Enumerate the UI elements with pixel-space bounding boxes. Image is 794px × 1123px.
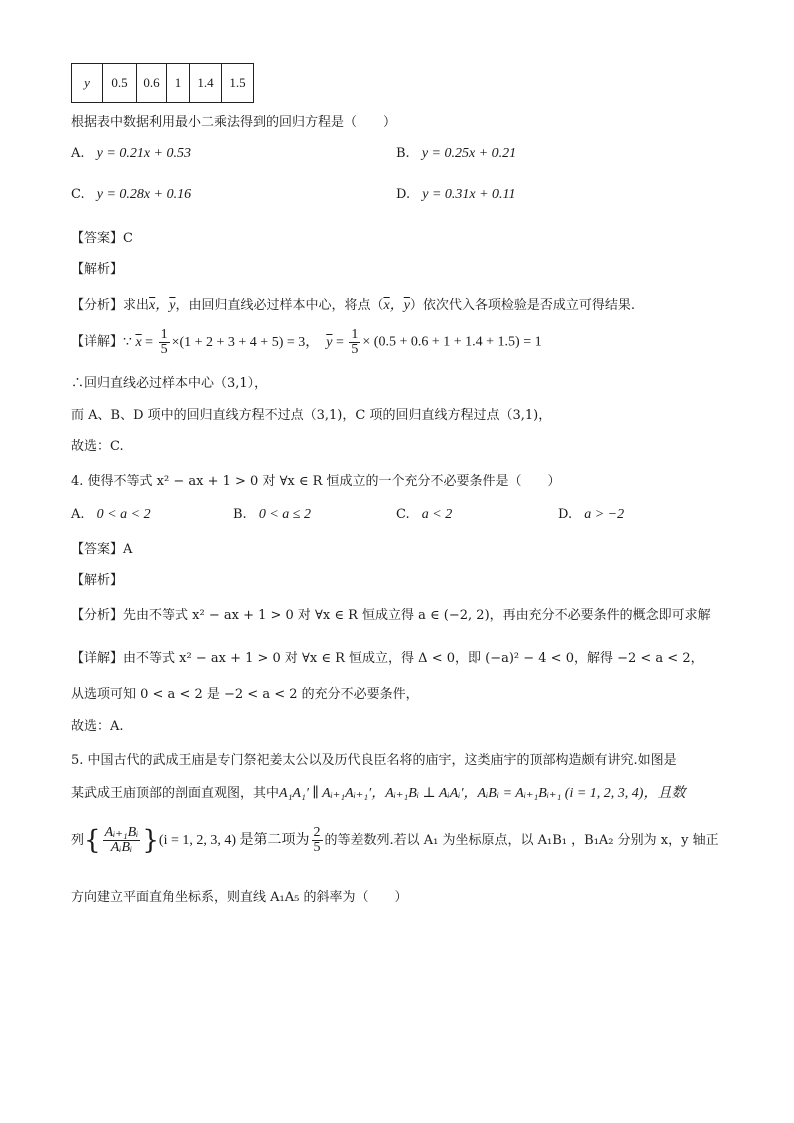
detail-text: 由不等式 x² − ax + 1 > 0 对 ∀x ∈ R 恒成立，得 Δ < 0，即 (−a)² − 4 < 0，解得 −2 < a < 2，	[123, 651, 704, 666]
option-equation: 0 < a < 2	[96, 507, 151, 522]
q4-option-b	[233, 507, 311, 523]
x-bar-formula: ∵ $\overline{x}$ = $\frac{1}{5}$ ×(1 + 2 + 3 + 4 + 5) = 3， $\overline{y}$ = $\frac{1}{5}$	[123, 327, 359, 357]
point-symbol: $\overline{x}$，$\overline{y}$	[383, 298, 410, 313]
xiangjie-tag: 【详解】	[71, 334, 124, 350]
q5-text: 的等差数列.若以 A₁ 为坐标原点，以 A₁B₁ ，B₁A₂ 分别为 x，y 轴正	[324, 833, 719, 848]
q4-analysis-tag: 【解析】	[71, 573, 124, 588]
q5-text: 列	[71, 833, 85, 848]
y-bar-formula: × (0.5 + 0.6 + 1 + 1.4 + 1.5) = 1	[362, 334, 542, 350]
q4-detail	[71, 647, 704, 666]
fraction-denominator: 5	[313, 840, 321, 855]
table-cell: 1.4	[190, 64, 222, 103]
q3-option-b	[396, 146, 516, 162]
table-cell: 0.6	[137, 64, 167, 103]
q5-line4: 方向建立平面直角坐标系，则直线 A₁A₅ 的斜率为（ ）	[71, 890, 408, 905]
q3-detail	[71, 328, 542, 357]
fraction-numerator: 2	[313, 825, 321, 840]
option-label: D.	[396, 187, 411, 202]
option-label: C.	[396, 507, 410, 522]
two-fifths-fraction	[312, 826, 323, 855]
option-label: A.	[71, 507, 85, 522]
answer-value: C	[123, 231, 133, 246]
q3-prompt: 根据表中数据利用最小二乘法得到的回归方程是（ ）	[71, 115, 397, 130]
q3-option-a	[71, 146, 191, 162]
xiangjie-tag: 【详解】	[71, 651, 124, 666]
left-brace-icon: {	[84, 825, 101, 856]
q5-text: (i = 1, 2, 3, 4) 是第二项为	[158, 833, 310, 848]
fenxi-text: ，由回归直线必过样本中心，将点（	[175, 298, 384, 313]
q4-answer	[71, 538, 132, 557]
answer-value: A	[123, 542, 133, 557]
q5-text: 某武成王庙顶部的剖面直观图，其中	[71, 786, 280, 801]
option-equation: y = 0.25x + 0.21	[421, 146, 517, 161]
q3-answer	[71, 227, 133, 246]
table-cell: 0.5	[103, 64, 137, 103]
fenxi-tag: 【分析】	[71, 608, 124, 623]
option-label: B.	[396, 146, 410, 161]
fenxi-text: 求出	[123, 298, 150, 313]
fenxi-tag: 【分析】	[71, 298, 124, 313]
answer-tag: 【答案】	[71, 542, 124, 557]
q4-option-d	[558, 507, 624, 523]
fraction-numerator: Aᵢ₊₁Bᵢ	[104, 825, 139, 840]
q3-fenxi	[71, 294, 635, 314]
q4-option-c	[396, 507, 452, 523]
q5-line3	[71, 820, 719, 862]
q4-from-options: 从选项可知 0 < a < 2 是 −2 < a < 2 的充分不必要条件，	[71, 687, 419, 702]
q3-option-c	[71, 187, 191, 203]
fenxi-text: ）依次代入各项检验是否成立可得结果.	[409, 298, 636, 313]
option-equation: a < 2	[421, 507, 453, 522]
q3-option-d	[396, 187, 516, 203]
option-equation: y = 0.28x + 0.16	[96, 187, 192, 202]
x-bar-symbol: $\overline{x}$，$\overline{y}$	[149, 298, 176, 313]
table-row	[72, 64, 254, 103]
option-label: A.	[71, 146, 85, 161]
table-header-y: y	[72, 64, 103, 103]
answer-tag: 【答案】	[71, 231, 124, 246]
q4-prompt: 4. 使得不等式 x² − ax + 1 > 0 对 ∀x ∈ R 恒成立的一个充分不必要条件是（ ）	[71, 474, 561, 489]
table-cell: 1	[167, 64, 190, 103]
option-equation: y = 0.31x + 0.11	[422, 187, 516, 202]
fenxi-text: 先由不等式 x² − ax + 1 > 0 对 ∀x ∈ R 恒成立得 a ∈ (−2, 2)，再由充分不必要条件的概念即可求解	[123, 608, 711, 623]
option-label: C.	[71, 187, 85, 202]
right-brace-icon: }	[142, 825, 159, 856]
q5-math: A₁A₁′ ∥ Aᵢ₊₁Aᵢ₊₁′，Aᵢ₊₁Bᵢ ⊥ AᵢAᵢ′，AᵢBᵢ = Aᵢ₊₁Bᵢ₊₁ (i = 1, 2, 3, 4)，且数	[279, 786, 686, 801]
q4-option-a	[71, 507, 151, 523]
q3-center-line: ∴回归直线必过样本中心（3,1），	[71, 376, 268, 391]
option-equation: 0 < a ≤ 2	[258, 507, 311, 522]
q5-line1: 5. 中国古代的武成王庙是专门祭祀姜太公以及历代良臣名将的庙宇，这类庙宇的顶部构造颇有讲究.如图是	[71, 753, 677, 768]
q3-abd-line: 而 A、B、D 项中的回归直线方程不过点（3,1)，C 项的回归直线方程过点（3,1)，	[71, 408, 552, 423]
table-cell: 1.5	[222, 64, 254, 103]
q5-line2	[71, 782, 685, 802]
q4-choose: 故选：A.	[71, 719, 124, 734]
fraction-denominator: AᵢBᵢ	[103, 840, 141, 855]
q3-choose: 故选：C.	[71, 439, 124, 454]
option-label: D.	[558, 507, 573, 522]
q4-fenxi	[71, 604, 711, 623]
ratio-fraction	[103, 826, 141, 855]
data-table	[71, 63, 254, 103]
option-equation: y = 0.21x + 0.53	[96, 146, 191, 161]
option-equation: a > −2	[584, 507, 625, 522]
q3-analysis-tag: 【解析】	[71, 262, 124, 277]
option-label: B.	[233, 507, 247, 522]
